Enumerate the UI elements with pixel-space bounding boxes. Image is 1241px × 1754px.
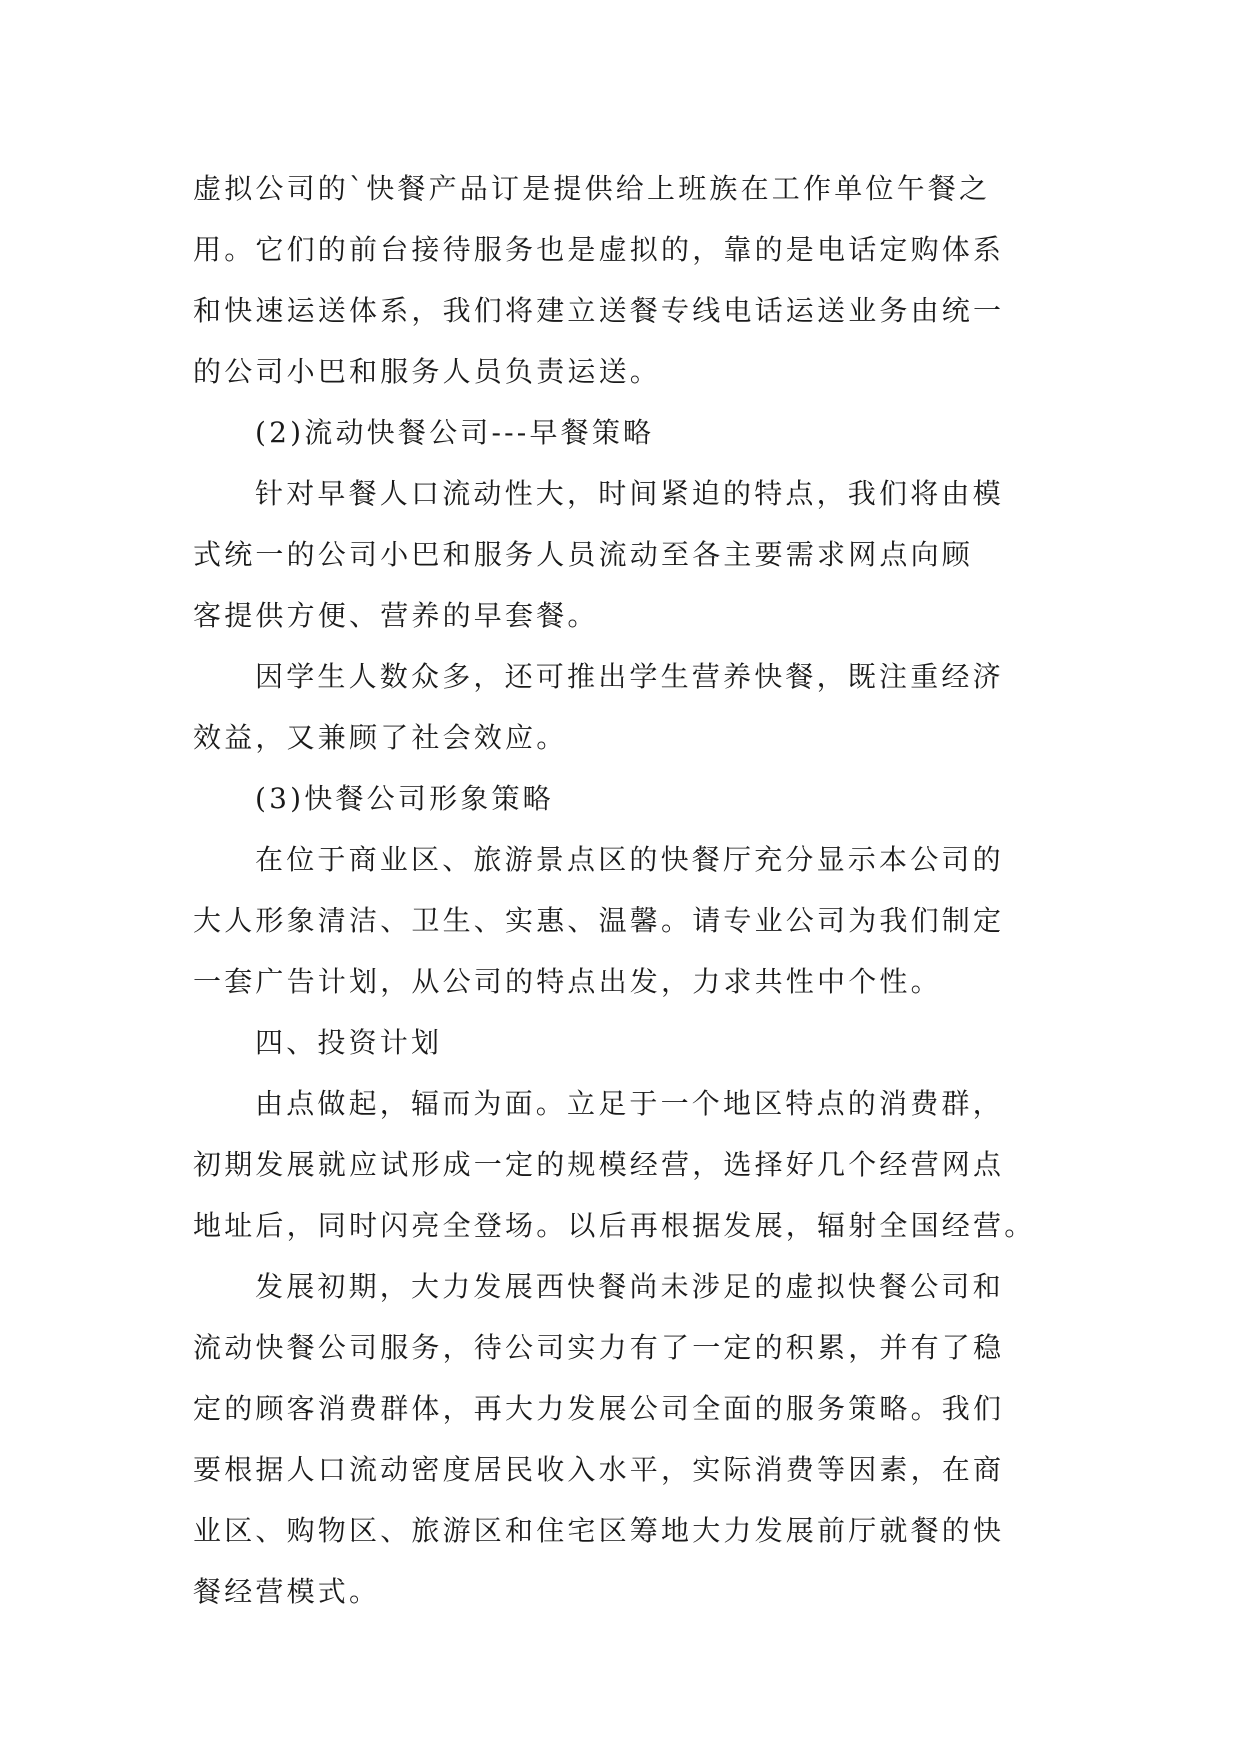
- text-line: 在位于商业区、旅游景点区的快餐厅充分显示本公司的: [255, 843, 1004, 876]
- text-line: 用。它们的前台接待服务也是虚拟的，靠的是电话定购体系: [193, 233, 1005, 266]
- text-line: 由点做起，辐而为面。立足于一个地区特点的消费群，: [255, 1087, 1004, 1120]
- text-line: 因学生人数众多，还可推出学生营养快餐，既注重经济: [255, 660, 1004, 693]
- text-line: 效益，又兼顾了社会效应。: [193, 721, 568, 754]
- text-line: (2)流动快餐公司---早餐策略: [255, 416, 655, 449]
- text-line: 业区、购物区、旅游区和住宅区筹地大力发展前厅就餐的快: [193, 1514, 1005, 1547]
- text-line: (3)快餐公司形象策略: [255, 782, 554, 815]
- text-line: 大人形象清洁、卫生、实惠、温馨。请专业公司为我们制定: [193, 904, 1005, 937]
- text-line: 一套广告计划，从公司的特点出发，力求共性中个性。: [193, 965, 942, 998]
- text-line: 式统一的公司小巴和服务人员流动至各主要需求网点向顾: [193, 538, 974, 571]
- text-line: 初期发展就应试形成一定的规模经营，选择好几个经营网点: [193, 1148, 1005, 1181]
- text-line: 餐经营模式。: [193, 1575, 381, 1608]
- text-line: 地址后，同时闪亮全登场。以后再根据发展，辐射全国经营。: [193, 1209, 1036, 1242]
- text-line: 要根据人口流动密度居民收入水平，实际消费等因素，在商: [193, 1453, 1005, 1486]
- text-line: 流动快餐公司服务，待公司实力有了一定的积累，并有了稳: [193, 1331, 1005, 1364]
- text-line: 定的顾客消费群体，再大力发展公司全面的服务策略。我们: [193, 1392, 1005, 1425]
- text-line: 发展初期，大力发展西快餐尚未涉足的虚拟快餐公司和: [255, 1270, 1004, 1303]
- document-body: [193, 158, 1055, 1622]
- text-line: 的公司小巴和服务人员负责运送。: [193, 355, 662, 388]
- text-line: 虚拟公司的`快餐产品订是提供给上班族在工作单位午餐之: [193, 172, 991, 205]
- text-line: 和快速运送体系，我们将建立送餐专线电话运送业务由统一: [193, 294, 1005, 327]
- text-line: 针对早餐人口流动性大，时间紧迫的特点，我们将由模: [255, 477, 1004, 510]
- text-line: 客提供方便、营养的早套餐。: [193, 599, 599, 632]
- text-line: 四、投资计划: [255, 1026, 443, 1059]
